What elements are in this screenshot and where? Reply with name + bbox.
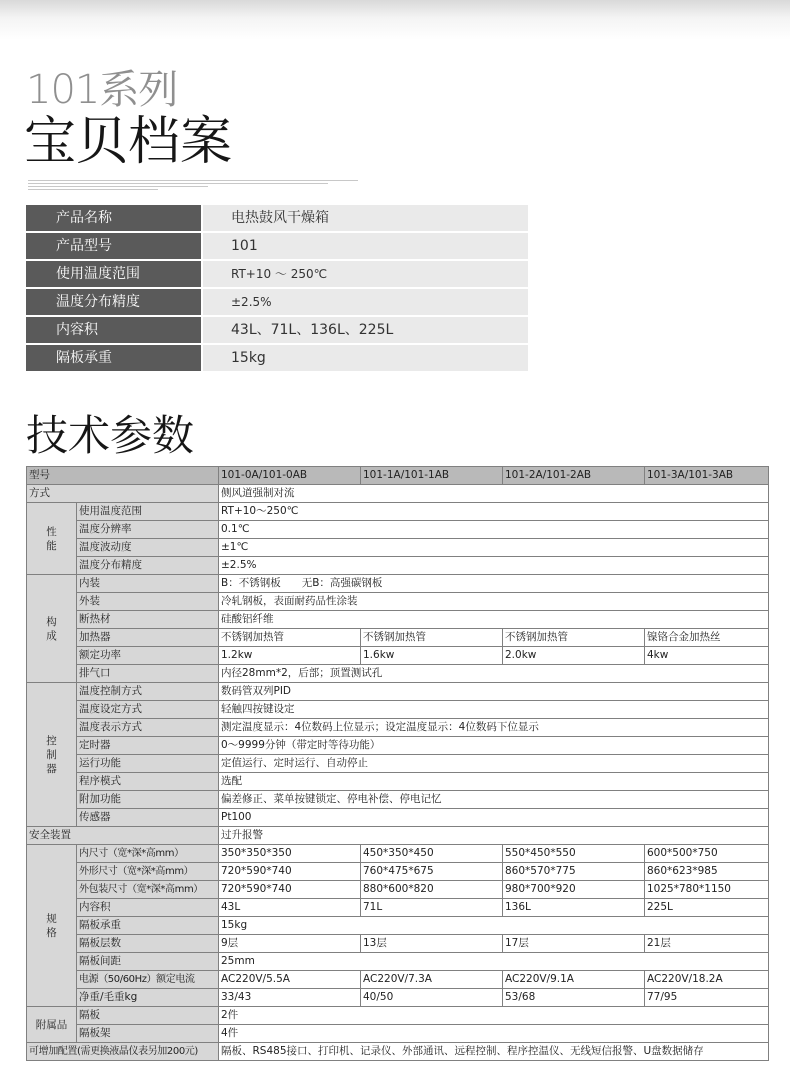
spec-value: 77/95 — [645, 989, 769, 1007]
spec-label: 隔板层数 — [77, 935, 219, 953]
spec-label: 温度设定方式 — [77, 701, 219, 719]
spec-label: 外包装尺寸（宽*深*高mm） — [77, 881, 219, 899]
spec-row — [27, 827, 769, 845]
spec-table — [26, 466, 769, 1061]
spec-value: 33/43 — [219, 989, 361, 1007]
profile-row — [26, 345, 528, 371]
spec-value: 17层 — [503, 935, 645, 953]
spec-value: 硅酸铝纤维 — [219, 611, 769, 629]
spec-label: 温度分布精度 — [77, 557, 219, 575]
spec-value: 450*350*450 — [361, 845, 503, 863]
spec-value: 数码管双列PID — [219, 683, 769, 701]
spec-value: AC220V/18.2A — [645, 971, 769, 989]
spec-value: 冷轧钢板，表面耐药品性涂装 — [219, 593, 769, 611]
decorative-lines — [28, 180, 368, 192]
spec-value: 43L — [219, 899, 361, 917]
spec-value: 镍铬合金加热丝 — [645, 629, 769, 647]
profile-value: 43L、71L、136L、225L — [203, 317, 528, 343]
profile-row — [26, 261, 528, 287]
spec-value: Pt100 — [219, 809, 769, 827]
spec-value: 21层 — [645, 935, 769, 953]
spec-row — [27, 485, 769, 503]
spec-value: 980*700*920 — [503, 881, 645, 899]
method-value: 侧风道强制对流 — [219, 485, 769, 503]
profile-row — [26, 233, 528, 259]
options-label: 可增加配置(需更换液晶仪表另加200元) — [27, 1043, 219, 1061]
model-label: 型号 — [27, 467, 219, 485]
model-name: 101-1A/101-1AB — [361, 467, 503, 485]
spec-row — [27, 863, 769, 881]
spec-value: 不锈钢加热管 — [219, 629, 361, 647]
profile-value: ±2.5% — [203, 289, 528, 315]
spec-value: 13层 — [361, 935, 503, 953]
spec-row — [27, 701, 769, 719]
spec-value: AC220V/5.5A — [219, 971, 361, 989]
spec-row — [27, 989, 769, 1007]
spec-value: 600*500*750 — [645, 845, 769, 863]
spec-label: 温度分辨率 — [77, 521, 219, 539]
spec-value: 15kg — [219, 917, 769, 935]
spec-value: 136L — [503, 899, 645, 917]
series-title: 101系列 — [26, 67, 178, 113]
spec-value: 1.6kw — [361, 647, 503, 665]
spec-row — [27, 917, 769, 935]
spec-row — [27, 881, 769, 899]
spec-label: 传感器 — [77, 809, 219, 827]
profile-row — [26, 317, 528, 343]
spec-row — [27, 845, 769, 863]
spec-value: 偏差修正、菜单按键锁定、停电补偿、停电记忆 — [219, 791, 769, 809]
spec-label: 使用温度范围 — [77, 503, 219, 521]
spec-label: 内尺寸（宽*深*高mm） — [77, 845, 219, 863]
model-name: 101-3A/101-3AB — [645, 467, 769, 485]
spec-value: ±2.5% — [219, 557, 769, 575]
spec-label: 断热材 — [77, 611, 219, 629]
top-shade — [0, 0, 790, 40]
spec-value: 860*570*775 — [503, 863, 645, 881]
spec-label: 加热器 — [77, 629, 219, 647]
spec-value: 350*350*350 — [219, 845, 361, 863]
spec-row — [27, 971, 769, 989]
spec-row — [27, 629, 769, 647]
spec-row — [27, 539, 769, 557]
spec-value: 53/68 — [503, 989, 645, 1007]
group-construction: 构 成 — [27, 575, 77, 683]
spec-value: 550*450*550 — [503, 845, 645, 863]
spec-row — [27, 1043, 769, 1061]
spec-value: AC220V/7.3A — [361, 971, 503, 989]
spec-row — [27, 1025, 769, 1043]
spec-row — [27, 791, 769, 809]
spec-value: 880*600*820 — [361, 881, 503, 899]
group-accessories: 附属品 — [27, 1007, 77, 1043]
safety-value: 过升报警 — [219, 827, 769, 845]
spec-label: 内容积 — [77, 899, 219, 917]
spec-section-title: 技术参数 — [26, 411, 195, 460]
profile-label: 产品名称 — [26, 205, 201, 231]
spec-row — [27, 575, 769, 593]
safety-label: 安全装置 — [27, 827, 219, 845]
spec-row — [27, 737, 769, 755]
spec-value: RT+10～250℃ — [219, 503, 769, 521]
spec-row — [27, 593, 769, 611]
spec-header-row — [27, 467, 769, 485]
group-specs: 规 格 — [27, 845, 77, 1007]
profile-value: RT+10 ～ 250℃ — [203, 261, 528, 287]
spec-value: 71L — [361, 899, 503, 917]
spec-label: 排气口 — [77, 665, 219, 683]
spec-value: 4件 — [219, 1025, 769, 1043]
profile-row — [26, 289, 528, 315]
spec-value: 760*475*675 — [361, 863, 503, 881]
spec-value: AC220V/9.1A — [503, 971, 645, 989]
spec-row — [27, 611, 769, 629]
model-name: 101-0A/101-0AB — [219, 467, 361, 485]
spec-label: 隔板 — [77, 1007, 219, 1025]
profile-label: 温度分布精度 — [26, 289, 201, 315]
spec-value: 2.0kw — [503, 647, 645, 665]
spec-value: 测定温度显示：4位数码上位显示；设定温度显示：4位数码下位显示 — [219, 719, 769, 737]
spec-row — [27, 683, 769, 701]
spec-value: 25mm — [219, 953, 769, 971]
spec-value: 不锈钢加热管 — [503, 629, 645, 647]
group-performance: 性 能 — [27, 503, 77, 575]
spec-value: 40/50 — [361, 989, 503, 1007]
model-name: 101-2A/101-2AB — [503, 467, 645, 485]
spec-label: 外装 — [77, 593, 219, 611]
spec-value: 2件 — [219, 1007, 769, 1025]
group-control: 控 制 器 — [27, 683, 77, 827]
product-profile-table — [26, 205, 528, 373]
spec-label: 净重/毛重kg — [77, 989, 219, 1007]
spec-value: 1.2kw — [219, 647, 361, 665]
profile-label: 产品型号 — [26, 233, 201, 259]
spec-value: 9层 — [219, 935, 361, 953]
spec-row — [27, 953, 769, 971]
spec-value: 860*623*985 — [645, 863, 769, 881]
spec-value: 4kw — [645, 647, 769, 665]
profile-label: 使用温度范围 — [26, 261, 201, 287]
profile-row — [26, 205, 528, 231]
spec-row — [27, 557, 769, 575]
spec-value: 0～9999分钟（带定时等待功能） — [219, 737, 769, 755]
spec-label: 隔板间距 — [77, 953, 219, 971]
profile-value: 101 — [203, 233, 528, 259]
spec-row — [27, 899, 769, 917]
spec-label: 电源（50/60Hz）额定电流 — [77, 971, 219, 989]
spec-label: 定时器 — [77, 737, 219, 755]
profile-value: 电热鼓风干燥箱 — [203, 205, 528, 231]
spec-label: 温度波动度 — [77, 539, 219, 557]
spec-value: 定值运行、定时运行、自动停止 — [219, 755, 769, 773]
spec-row — [27, 503, 769, 521]
profile-label: 内容积 — [26, 317, 201, 343]
spec-row — [27, 647, 769, 665]
spec-row — [27, 773, 769, 791]
profile-value: 15kg — [203, 345, 528, 371]
spec-row — [27, 935, 769, 953]
spec-label: 附加功能 — [77, 791, 219, 809]
options-value: 隔板、RS485接口、打印机、记录仪、外部通讯、远程控制、程序控温仪、无线短信报警、U盘数据储存 — [219, 1043, 769, 1061]
spec-label: 隔板承重 — [77, 917, 219, 935]
spec-value: 轻触四按键设定 — [219, 701, 769, 719]
spec-label: 运行功能 — [77, 755, 219, 773]
spec-row — [27, 521, 769, 539]
spec-row — [27, 719, 769, 737]
spec-label: 程序模式 — [77, 773, 219, 791]
spec-value: 720*590*740 — [219, 863, 361, 881]
spec-row — [27, 1007, 769, 1025]
spec-value: 内径28mm*2，后部；顶置测试孔 — [219, 665, 769, 683]
spec-row — [27, 755, 769, 773]
spec-label: 温度控制方式 — [77, 683, 219, 701]
spec-value: 选配 — [219, 773, 769, 791]
spec-label: 外形尺寸（宽*深*高mm） — [77, 863, 219, 881]
spec-value: 0.1℃ — [219, 521, 769, 539]
spec-row — [27, 809, 769, 827]
spec-value: 225L — [645, 899, 769, 917]
spec-label: 温度表示方式 — [77, 719, 219, 737]
spec-label: 隔板架 — [77, 1025, 219, 1043]
spec-value: B：不锈钢板 无B：高强碳钢板 — [219, 575, 769, 593]
method-label: 方式 — [27, 485, 219, 503]
spec-value: 720*590*740 — [219, 881, 361, 899]
spec-row — [27, 665, 769, 683]
spec-value: ±1℃ — [219, 539, 769, 557]
spec-value: 不锈钢加热管 — [361, 629, 503, 647]
spec-label: 额定功率 — [77, 647, 219, 665]
spec-label: 内装 — [77, 575, 219, 593]
page-title: 宝贝档案 — [24, 112, 233, 172]
spec-value: 1025*780*1150 — [645, 881, 769, 899]
profile-label: 隔板承重 — [26, 345, 201, 371]
